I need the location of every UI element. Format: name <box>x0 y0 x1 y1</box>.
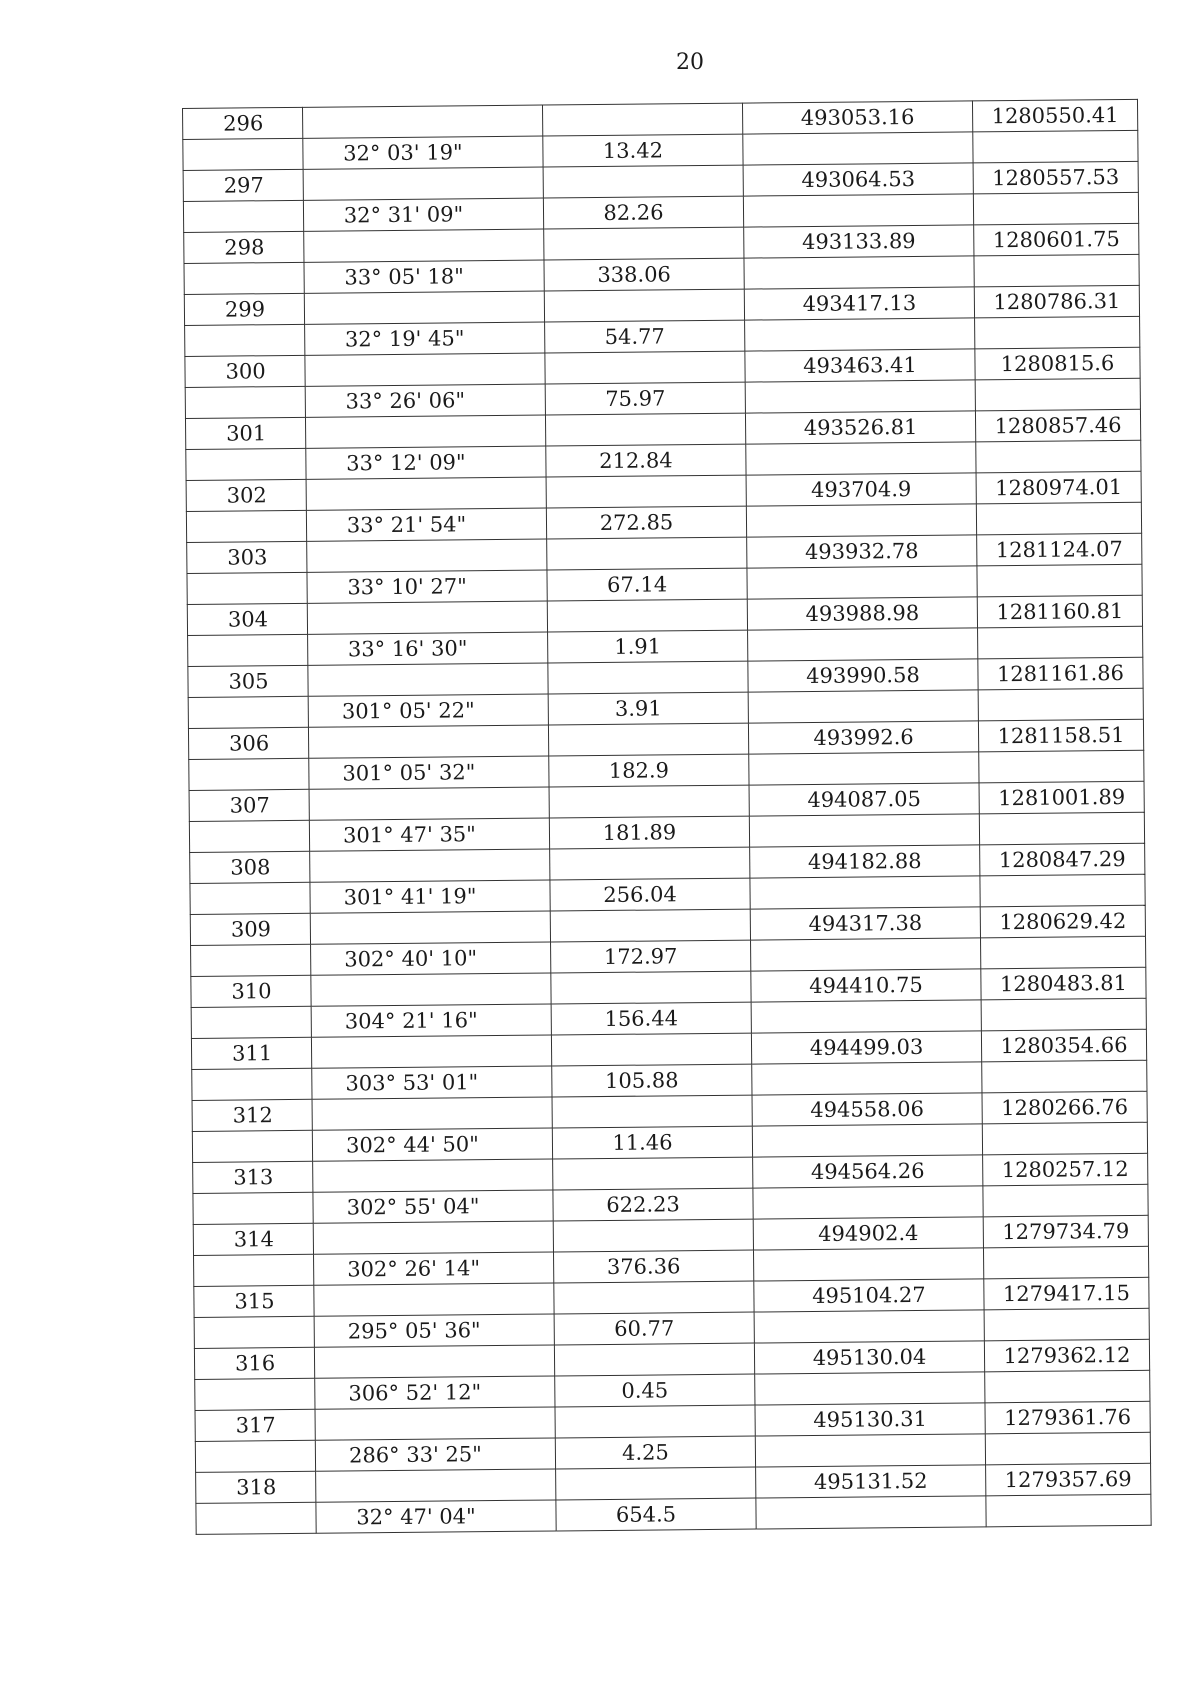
segment-length: 172.97 <box>551 940 751 973</box>
segment-length: 622.23 <box>553 1188 753 1221</box>
point-number: 305 <box>188 665 308 697</box>
segment-length: 0.45 <box>555 1374 755 1407</box>
bearing-angle: 32° 03' 19" <box>303 136 543 169</box>
empty-cell <box>973 130 1138 163</box>
segment-length: 82.26 <box>543 196 743 229</box>
x-coordinate: 493992.6 <box>748 721 978 754</box>
empty-cell <box>195 1378 315 1410</box>
bearing-angle: 302° 44' 50" <box>312 1128 552 1161</box>
point-number: 298 <box>184 231 304 263</box>
segment-length: 67.14 <box>547 568 747 601</box>
bearing-angle: 302° 40' 10" <box>311 942 551 975</box>
segment-length: 212.84 <box>546 444 746 477</box>
x-coordinate: 494558.06 <box>752 1093 982 1126</box>
empty-cell <box>542 103 742 136</box>
empty-cell <box>554 1281 754 1314</box>
empty-cell <box>310 911 550 944</box>
y-coordinate: 1280815.6 <box>975 347 1140 380</box>
bearing-angle: 304° 21' 16" <box>311 1004 551 1037</box>
empty-cell <box>979 812 1144 845</box>
y-coordinate: 1280786.31 <box>974 285 1139 318</box>
empty-cell <box>307 539 547 572</box>
empty-cell <box>977 564 1142 597</box>
empty-cell <box>982 1122 1147 1155</box>
y-coordinate: 1279362.12 <box>984 1339 1149 1372</box>
point-number: 310 <box>191 975 311 1007</box>
y-coordinate: 1280257.12 <box>983 1153 1148 1186</box>
empty-cell <box>544 227 744 260</box>
x-coordinate: 493932.78 <box>747 535 977 568</box>
empty-cell <box>551 1033 751 1066</box>
x-coordinate: 494087.05 <box>749 783 979 816</box>
bearing-angle: 302° 26' 14" <box>314 1252 554 1285</box>
empty-cell <box>551 971 751 1004</box>
empty-cell <box>743 194 973 227</box>
empty-cell <box>553 1157 753 1190</box>
x-coordinate: 495130.04 <box>754 1341 984 1374</box>
empty-cell <box>191 944 311 976</box>
empty-cell <box>555 1405 755 1438</box>
empty-cell <box>193 1192 313 1224</box>
segment-length: 256.04 <box>550 878 750 911</box>
empty-cell <box>986 1494 1151 1527</box>
empty-cell <box>186 448 306 480</box>
point-number: 296 <box>183 107 303 139</box>
bearing-angle: 302° 55' 04" <box>313 1190 553 1223</box>
empty-cell <box>310 849 550 882</box>
empty-cell <box>183 200 303 232</box>
empty-cell <box>183 138 303 170</box>
point-number: 309 <box>190 913 310 945</box>
empty-cell <box>553 1219 753 1252</box>
empty-cell <box>752 1062 982 1095</box>
bearing-angle: 33° 26' 06" <box>305 384 545 417</box>
empty-cell <box>309 787 549 820</box>
empty-cell <box>975 378 1140 411</box>
empty-cell <box>743 132 973 165</box>
y-coordinate: 1280266.76 <box>982 1091 1147 1124</box>
y-coordinate: 1281160.81 <box>977 595 1142 628</box>
empty-cell <box>983 1246 1148 1279</box>
y-coordinate: 1279417.15 <box>984 1277 1149 1310</box>
empty-cell <box>751 1000 981 1033</box>
point-number: 300 <box>185 355 305 387</box>
empty-cell <box>751 938 981 971</box>
empty-cell <box>550 909 750 942</box>
bearing-angle: 295° 05' 36" <box>314 1314 554 1347</box>
segment-length: 654.5 <box>556 1498 756 1531</box>
empty-cell <box>313 1221 553 1254</box>
empty-cell <box>749 752 979 785</box>
empty-cell <box>304 291 544 324</box>
empty-cell <box>755 1434 985 1467</box>
point-number: 317 <box>195 1409 315 1441</box>
empty-cell <box>744 256 974 289</box>
bearing-angle: 286° 33' 25" <box>315 1438 555 1471</box>
point-number: 299 <box>184 293 304 325</box>
x-coordinate: 493526.81 <box>745 411 975 444</box>
segment-length: 75.97 <box>545 382 745 415</box>
empty-cell <box>306 477 546 510</box>
y-coordinate: 1280847.29 <box>980 843 1145 876</box>
bearing-angle: 301° 05' 22" <box>308 694 548 727</box>
x-coordinate: 494499.03 <box>751 1031 981 1064</box>
x-coordinate: 494410.75 <box>751 969 981 1002</box>
empty-cell <box>745 318 975 351</box>
bearing-angle: 33° 16' 30" <box>308 632 548 665</box>
point-number: 297 <box>183 169 303 201</box>
bearing-angle: 33° 12' 09" <box>306 446 546 479</box>
empty-cell <box>976 502 1141 535</box>
empty-cell <box>745 380 975 413</box>
empty-cell <box>311 973 551 1006</box>
empty-cell <box>315 1407 555 1440</box>
empty-cell <box>313 1159 553 1192</box>
x-coordinate: 494564.26 <box>753 1155 983 1188</box>
empty-cell <box>316 1469 556 1502</box>
x-coordinate: 495131.52 <box>756 1465 986 1498</box>
empty-cell <box>189 820 309 852</box>
bearing-angle: 301° 41' 19" <box>310 880 550 913</box>
empty-cell <box>184 262 304 294</box>
empty-cell <box>189 758 309 790</box>
empty-cell <box>750 876 980 909</box>
segment-length: 105.88 <box>552 1064 752 1097</box>
empty-cell <box>985 1432 1150 1465</box>
empty-cell <box>302 105 542 138</box>
empty-cell <box>984 1308 1149 1341</box>
empty-cell <box>974 254 1139 287</box>
empty-cell <box>554 1343 754 1376</box>
table-body <box>183 99 1152 1534</box>
y-coordinate: 1280974.01 <box>976 471 1141 504</box>
bearing-angle: 33° 21' 54" <box>306 508 546 541</box>
point-number: 316 <box>194 1347 314 1379</box>
bearing-angle: 32° 31' 09" <box>303 198 543 231</box>
coordinates-table-container <box>182 99 1151 1535</box>
empty-cell <box>983 1184 1148 1217</box>
segment-length: 13.42 <box>543 134 743 167</box>
point-number: 302 <box>186 479 306 511</box>
x-coordinate: 493064.53 <box>743 163 973 196</box>
empty-cell <box>187 572 307 604</box>
point-number: 308 <box>190 851 310 883</box>
point-number: 318 <box>196 1471 316 1503</box>
empty-cell <box>545 351 745 384</box>
segment-length: 338.06 <box>544 258 744 291</box>
x-coordinate: 493053.16 <box>742 101 972 134</box>
segment-length: 11.46 <box>552 1126 752 1159</box>
empty-cell <box>311 1035 551 1068</box>
empty-cell <box>747 566 977 599</box>
segment-length: 60.77 <box>554 1312 754 1345</box>
x-coordinate: 495104.27 <box>754 1279 984 1312</box>
point-number: 306 <box>188 727 308 759</box>
y-coordinate: 1281161.86 <box>978 657 1143 690</box>
empty-cell <box>312 1097 552 1130</box>
x-coordinate: 493988.98 <box>747 597 977 630</box>
point-number: 313 <box>193 1161 313 1193</box>
empty-cell <box>978 688 1143 721</box>
empty-cell <box>308 663 548 696</box>
x-coordinate: 494182.88 <box>750 845 980 878</box>
empty-cell <box>314 1345 554 1378</box>
empty-cell <box>978 626 1143 659</box>
empty-cell <box>196 1502 316 1534</box>
point-number: 304 <box>187 603 307 635</box>
empty-cell <box>192 1068 312 1100</box>
y-coordinate: 1280483.81 <box>981 967 1146 1000</box>
y-coordinate: 1279734.79 <box>983 1215 1148 1248</box>
empty-cell <box>195 1440 315 1472</box>
bearing-angle: 33° 05' 18" <box>304 260 544 293</box>
y-coordinate: 1280354.66 <box>981 1029 1146 1062</box>
empty-cell <box>543 165 743 198</box>
empty-cell <box>305 353 545 386</box>
x-coordinate: 493704.9 <box>746 473 976 506</box>
bearing-angle: 303° 53' 01" <box>312 1066 552 1099</box>
empty-cell <box>552 1095 752 1128</box>
segment-length: 181.89 <box>549 816 749 849</box>
empty-cell <box>756 1496 986 1529</box>
x-coordinate: 493990.58 <box>748 659 978 692</box>
coordinates-table <box>182 99 1152 1535</box>
empty-cell <box>753 1186 983 1219</box>
x-coordinate: 495130.31 <box>755 1403 985 1436</box>
point-number: 312 <box>192 1099 312 1131</box>
y-coordinate: 1279361.76 <box>985 1401 1150 1434</box>
x-coordinate: 493417.13 <box>744 287 974 320</box>
empty-cell <box>547 599 747 632</box>
empty-cell <box>985 1370 1150 1403</box>
segment-length: 376.36 <box>553 1250 753 1283</box>
point-number: 311 <box>191 1037 311 1069</box>
empty-cell <box>546 475 746 508</box>
empty-cell <box>548 661 748 694</box>
empty-cell <box>305 415 545 448</box>
bearing-angle: 32° 19' 45" <box>305 322 545 355</box>
x-coordinate: 493133.89 <box>744 225 974 258</box>
empty-cell <box>304 229 544 262</box>
empty-cell <box>982 1060 1147 1093</box>
empty-cell <box>186 510 306 542</box>
empty-cell <box>188 696 308 728</box>
empty-cell <box>303 167 543 200</box>
empty-cell <box>556 1467 756 1500</box>
point-number: 307 <box>189 789 309 821</box>
empty-cell <box>192 1130 312 1162</box>
segment-length: 3.91 <box>548 692 748 725</box>
empty-cell <box>746 504 976 537</box>
empty-cell <box>749 814 979 847</box>
empty-cell <box>307 601 547 634</box>
empty-cell <box>981 936 1146 969</box>
empty-cell <box>748 690 978 723</box>
segment-length: 54.77 <box>545 320 745 353</box>
y-coordinate: 1280857.46 <box>975 409 1140 442</box>
empty-cell <box>752 1124 982 1157</box>
empty-cell <box>194 1254 314 1286</box>
empty-cell <box>545 413 745 446</box>
bearing-angle: 301° 05' 32" <box>309 756 549 789</box>
empty-cell <box>973 192 1138 225</box>
segment-length: 182.9 <box>549 754 749 787</box>
point-number: 314 <box>193 1223 313 1255</box>
empty-cell <box>547 537 747 570</box>
x-coordinate: 494317.38 <box>750 907 980 940</box>
point-number: 303 <box>187 541 307 573</box>
y-coordinate: 1280550.41 <box>972 99 1137 132</box>
bearing-angle: 33° 10' 27" <box>307 570 547 603</box>
empty-cell <box>746 442 976 475</box>
bearing-angle: 32° 47' 04" <box>316 1500 556 1533</box>
point-number: 315 <box>194 1285 314 1317</box>
empty-cell <box>185 324 305 356</box>
empty-cell <box>194 1316 314 1348</box>
segment-length: 272.85 <box>546 506 746 539</box>
y-coordinate: 1281158.51 <box>978 719 1143 752</box>
empty-cell <box>190 882 310 914</box>
y-coordinate: 1280601.75 <box>974 223 1139 256</box>
empty-cell <box>981 998 1146 1031</box>
empty-cell <box>188 634 308 666</box>
empty-cell <box>753 1248 983 1281</box>
page-number: 20 <box>676 50 704 75</box>
y-coordinate: 1281124.07 <box>977 533 1142 566</box>
empty-cell <box>975 316 1140 349</box>
empty-cell <box>191 1006 311 1038</box>
bearing-angle: 306° 52' 12" <box>315 1376 555 1409</box>
y-coordinate: 1281001.89 <box>979 781 1144 814</box>
segment-length: 1.91 <box>548 630 748 663</box>
empty-cell <box>755 1372 985 1405</box>
empty-cell <box>185 386 305 418</box>
point-number: 301 <box>185 417 305 449</box>
empty-cell <box>980 874 1145 907</box>
y-coordinate: 1280557.53 <box>973 161 1138 194</box>
segment-length: 156.44 <box>551 1002 751 1035</box>
x-coordinate: 494902.4 <box>753 1217 983 1250</box>
empty-cell <box>979 750 1144 783</box>
empty-cell <box>548 723 748 756</box>
empty-cell <box>308 725 548 758</box>
y-coordinate: 1280629.42 <box>980 905 1145 938</box>
empty-cell <box>544 289 744 322</box>
segment-length: 4.25 <box>555 1436 755 1469</box>
empty-cell <box>550 847 750 880</box>
empty-cell <box>976 440 1141 473</box>
empty-cell <box>549 785 749 818</box>
y-coordinate: 1279357.69 <box>986 1463 1151 1496</box>
empty-cell <box>314 1283 554 1316</box>
empty-cell <box>754 1310 984 1343</box>
x-coordinate: 493463.41 <box>745 349 975 382</box>
bearing-angle: 301° 47' 35" <box>309 818 549 851</box>
empty-cell <box>748 628 978 661</box>
